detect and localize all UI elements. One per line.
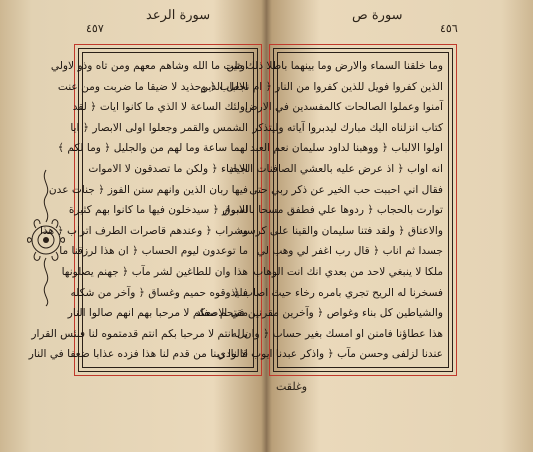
right-page-number: ٤٥٦	[440, 22, 458, 35]
left-page-number: ٤٥٧	[86, 22, 104, 35]
text-line: الشمس والقمر وجعلوا اولى الابصار ﴿ ايا	[70, 121, 248, 134]
catchword: وغلقت	[276, 380, 308, 393]
text-line: الذين كفروا فويل للذين كفروا من النار ﴿ ام نجعل الذين	[200, 80, 443, 93]
text-line: توارت بالحجاب ﴿ ردوها علي فطفق مسحا بالسوق	[222, 204, 443, 217]
text-line: انه اواب ﴿ اذ عرض عليه بالعشي الصافنات الجياد	[228, 162, 443, 175]
text-line: مقتحم معكم لا مرحبا بهم انهم صالوا النار	[67, 307, 248, 320]
text-line: ملكا لا ينبغي لاحد من بعدي انك انت الوهاب	[253, 265, 443, 278]
text-line: فيها ربان الذين وانهم سنن الفوز ﴿ جنات عدن	[48, 183, 248, 196]
text-line: هذا وان للطاغين لشر مآب ﴿ جهنم يصلونها	[61, 265, 248, 278]
text-line: جسدا ثم اناب ﴿ قال رب اغفر لي وهب لي	[256, 245, 443, 258]
text-line: عندنا لزلفى وحسن مآب ﴿ واذكر عبدنا ايوب اذ نادى	[217, 348, 443, 361]
text-line: والشياطين كل بناء وغواص ﴿ وآخرين مقرنين في الاصفاد	[195, 307, 443, 320]
right-page-header: سورة ص	[352, 8, 403, 23]
text-line: اوتيت ما الله وشاهم معهم ومن تاه وذو لاولي	[50, 60, 248, 72]
text-line: فقال اني احببت حب الخير عن ذكر ربي حتى	[249, 183, 443, 196]
text-line: هذا عطاؤنا فامنن او امسك بغير حساب ﴿ وان له	[231, 327, 443, 340]
text-line: ما توعدون ليوم الحساب ﴿ ان هذا لرزقنا ما	[59, 245, 248, 258]
right-text-block	[195, 56, 443, 362]
left-page-header: سورة الرعد	[146, 8, 211, 23]
text-line: فسخرنا له الريح تجري بامره رخاء حيث اصاب ﴿	[233, 286, 443, 299]
text-line: وشراب ﴿ وعندهم قاصرات الطرف اتراب ﴿ هذا	[39, 224, 248, 237]
left-page	[0, 0, 264, 452]
text-line: لهما ساعة وما لهم من والجليل ﴿ وما لكم ﴾	[57, 142, 248, 155]
text-line: آمنوا وعملوا الصالحات كالمفسدين في الارض	[244, 101, 443, 114]
text-line: بل انتم لا مرحبا بكم انتم قدمتموه لنا فبئس القرار	[31, 327, 248, 340]
text-line: قالوا ربنا من قدم لنا هذا فزده عذابا ضعفا في النار	[28, 348, 248, 361]
text-line: كتاب انزلناه اليك مبارك ليدبروا آياته وليتذكر	[252, 121, 443, 134]
text-line: الاحياء ﴿ ولكن ما تصدقون لا الاموات	[88, 162, 248, 175]
text-line: الابرار ﴿ سيدخلون فيها ما كانوا بهم كثيرة	[68, 204, 248, 217]
text-line: الالباب ﴿ وحذيد لا ضيقا ما ضربت ومن عنت	[57, 80, 248, 93]
text-line: فليذوقوه حميم وغساق ﴿ وآخر من شكله	[70, 286, 248, 299]
text-line: اولئك الساعة لا الذي ما كانوا ايات ﴿ لقد	[72, 101, 248, 114]
text-line: والاعناق ﴿ ولقد فتنا سليمان والقينا على كرسيه	[237, 224, 443, 237]
text-line: اولوا الالباب ﴿ ووهبنا لداود سليمان نعم العبد	[250, 142, 443, 155]
text-line: وما خلقنا السماء والارض وما بينهما باطلا ذلك ظن	[226, 60, 443, 72]
right-page	[195, 0, 533, 452]
